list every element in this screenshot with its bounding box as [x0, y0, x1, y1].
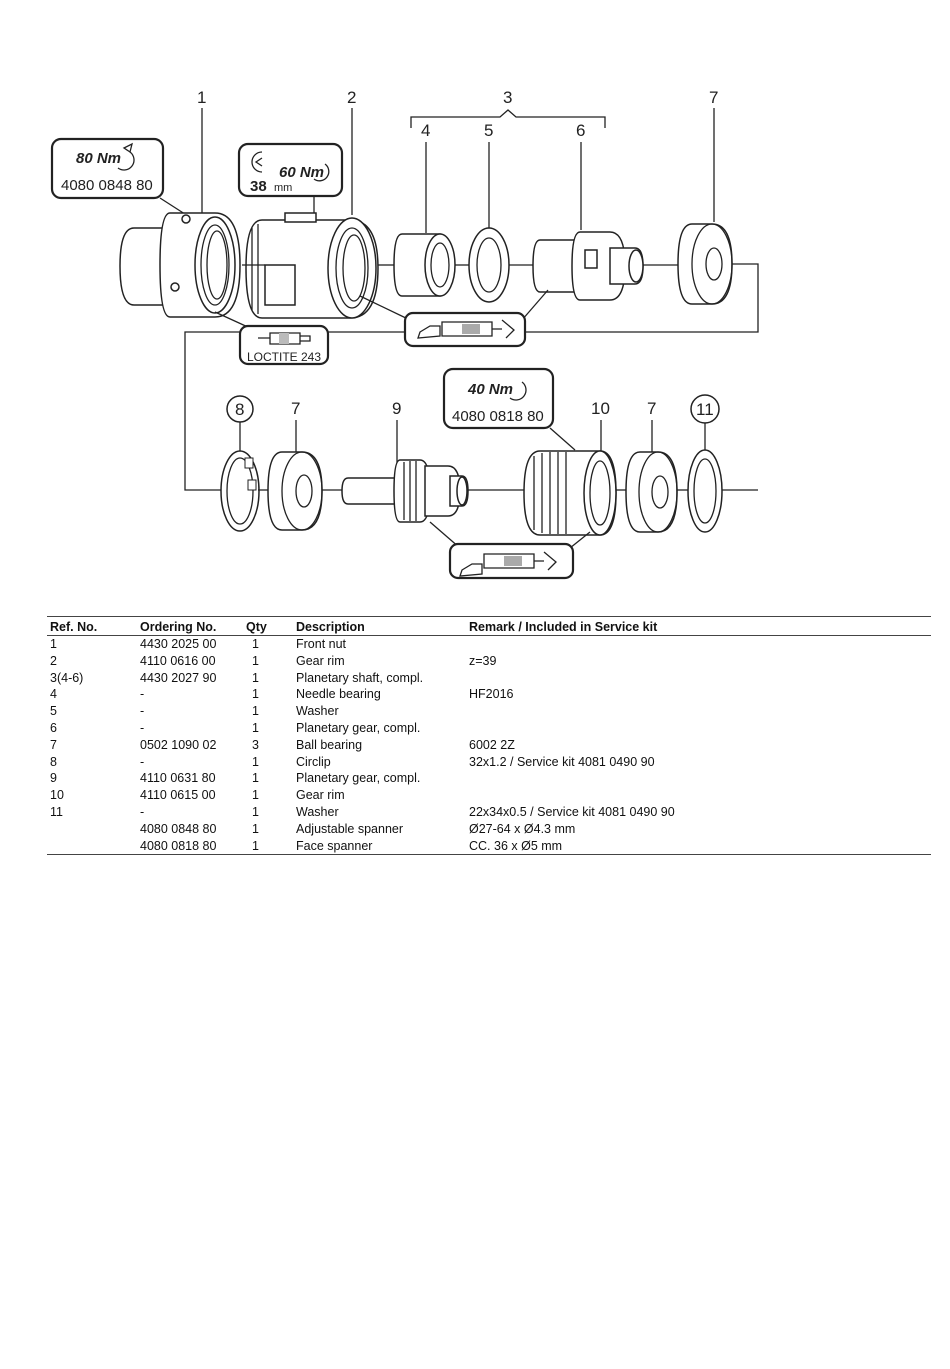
cell-description: Gear rim — [296, 653, 345, 668]
cell-ordering: 0502 1090 02 — [140, 737, 217, 752]
cell-ordering: 4110 0631 80 — [140, 771, 216, 786]
part-gear-rim-bottom — [524, 451, 616, 535]
table-row — [47, 636, 931, 653]
cell-qty: 1 — [252, 704, 259, 719]
table-row — [47, 754, 931, 771]
callout-8: 8 — [235, 400, 245, 419]
torque-box-80nm — [52, 139, 188, 216]
cell-ref: 4 — [50, 687, 57, 702]
loctite-label: LOCTITE 243 — [247, 350, 322, 364]
spanner-size: 38 — [250, 178, 267, 195]
cell-qty: 1 — [252, 754, 259, 769]
header-remark: Remark / Included in Service kit — [466, 617, 931, 636]
cell-ordering: - — [140, 704, 145, 719]
cell-ordering: - — [140, 720, 145, 735]
loctite-box — [215, 312, 328, 364]
part-front-nut — [120, 213, 240, 317]
table-row — [47, 737, 931, 754]
cell-description: Washer — [296, 704, 339, 719]
cell-ref — [47, 821, 137, 838]
cell-ref: 11 — [50, 804, 63, 819]
callout-2: 2 — [347, 88, 357, 107]
cell-ref: 8 — [50, 754, 57, 769]
cell-remark — [466, 670, 931, 687]
torque-value-80: 80 Nm — [76, 150, 122, 167]
spanner-unit: mm — [274, 182, 293, 194]
grease-box-top — [360, 290, 548, 346]
table-row — [47, 770, 931, 787]
cell-ordering: 4080 0818 80 — [137, 838, 243, 855]
header-ordering-no: Ordering No. — [137, 617, 243, 636]
cell-ref: 10 — [50, 788, 64, 803]
callout-9: 9 — [392, 399, 402, 418]
cell-ref: 5 — [50, 704, 57, 719]
callout-4: 4 — [421, 121, 431, 140]
torque-value-40: 40 Nm — [468, 381, 514, 398]
cell-qty: 1 — [252, 788, 259, 803]
cell-description: Gear rim — [296, 788, 345, 803]
cell-ordering: 4110 0616 00 — [140, 653, 216, 668]
parts-table — [47, 616, 931, 855]
torque-box-40nm — [444, 369, 575, 450]
cell-remark: Ø27-64 x Ø4.3 mm — [469, 821, 576, 836]
cell-description: Washer — [296, 804, 339, 819]
exploded-view-diagram — [0, 0, 950, 610]
cell-ref: 3(4-6) — [50, 670, 84, 685]
cell-ordering: - — [140, 804, 145, 819]
callout-7-top: 7 — [709, 88, 719, 107]
cell-qty: 1 — [252, 653, 259, 668]
cell-qty: 1 — [252, 771, 259, 786]
cell-qty: 1 — [252, 821, 259, 836]
cell-ref: 2 — [50, 653, 57, 668]
callout-7-b1: 7 — [291, 399, 301, 418]
cell-description: Face spanner — [293, 838, 466, 855]
cell-remark: z=39 — [469, 653, 497, 668]
callout-3: 3 — [503, 88, 513, 107]
cell-remark — [466, 787, 931, 804]
cell-ordering: - — [140, 687, 145, 702]
table-row — [47, 787, 931, 804]
part-circlip — [221, 451, 259, 531]
cell-ref: 1 — [50, 637, 57, 651]
header-ref-no: Ref. No. — [47, 617, 137, 636]
table-row — [47, 838, 931, 855]
part-washer-bottom — [688, 450, 722, 532]
cell-remark: 6002 2Z — [469, 737, 515, 752]
part-planetary-gear-bottom — [342, 460, 468, 522]
cell-remark — [466, 703, 931, 720]
table-row — [47, 703, 931, 720]
cell-ref: 9 — [50, 771, 57, 786]
header-description: Description — [293, 617, 466, 636]
cell-remark — [466, 770, 931, 787]
cell-ref: 6 — [50, 720, 57, 735]
tool-number-3: 4080 0818 80 — [452, 408, 544, 425]
cell-qty: 3 — [252, 737, 259, 752]
callout-11: 11 — [696, 400, 714, 419]
cell-description: Adjustable spanner — [296, 821, 404, 836]
tool-number-1: 4080 0848 80 — [61, 177, 153, 194]
callout-1: 1 — [197, 88, 207, 107]
part-ball-bearing-bottom-1 — [268, 452, 322, 530]
callout-7-b2: 7 — [647, 399, 657, 418]
cell-qty: 1 — [252, 720, 259, 735]
cell-remark: 22x34x0.5 / Service kit 4081 0490 90 — [469, 804, 675, 819]
cell-ordering: 4430 2025 00 — [140, 637, 217, 651]
cell-remark — [466, 720, 931, 737]
cell-ordering: - — [140, 754, 145, 769]
cell-ref — [47, 838, 137, 855]
cell-qty: 1 — [252, 637, 259, 651]
cell-description: Circlip — [296, 754, 331, 769]
callout-5: 5 — [484, 121, 494, 140]
table-row — [47, 720, 931, 737]
torque-value-60: 60 Nm — [279, 164, 325, 181]
table-row — [47, 821, 931, 838]
cell-qty: 1 — [243, 838, 293, 855]
cell-description: Planetary gear, compl. — [296, 720, 421, 735]
cell-remark: 32x1.2 / Service kit 4081 0490 90 — [469, 754, 655, 769]
cell-description: Needle bearing — [296, 687, 381, 702]
part-needle-bearing — [394, 234, 455, 296]
table-row — [47, 804, 931, 821]
cell-description: Ball bearing — [296, 737, 363, 752]
cell-remark: CC. 36 x Ø5 mm — [466, 838, 931, 855]
table-header-row — [47, 617, 931, 636]
table-row — [47, 670, 931, 687]
table-row — [47, 686, 931, 703]
cell-qty: 1 — [252, 670, 259, 685]
callout-6: 6 — [576, 121, 586, 140]
cell-remark: HF2016 — [469, 687, 514, 702]
cell-ref: 7 — [50, 737, 57, 752]
part-planetary-gear-top — [533, 232, 643, 300]
cell-description: Planetary shaft, compl. — [296, 670, 424, 685]
part-gear-rim-top — [246, 213, 378, 318]
torque-box-60nm — [239, 144, 342, 214]
cell-description: Planetary gear, compl. — [296, 771, 421, 786]
cell-qty: 1 — [252, 804, 259, 819]
cell-ordering: 4430 2027 90 — [140, 670, 217, 685]
cell-remark — [466, 636, 931, 653]
cell-ordering: 4080 0848 80 — [140, 821, 217, 836]
part-ball-bearing-top — [678, 224, 732, 304]
header-qty: Qty — [243, 617, 293, 636]
cell-ordering: 4110 0615 00 — [140, 788, 216, 803]
cell-qty: 1 — [252, 687, 259, 702]
part-ball-bearing-bottom-2 — [626, 452, 677, 532]
cell-description: Front nut — [296, 637, 347, 651]
part-washer-top — [469, 228, 509, 302]
table-row — [47, 653, 931, 670]
callout-10: 10 — [591, 399, 610, 418]
